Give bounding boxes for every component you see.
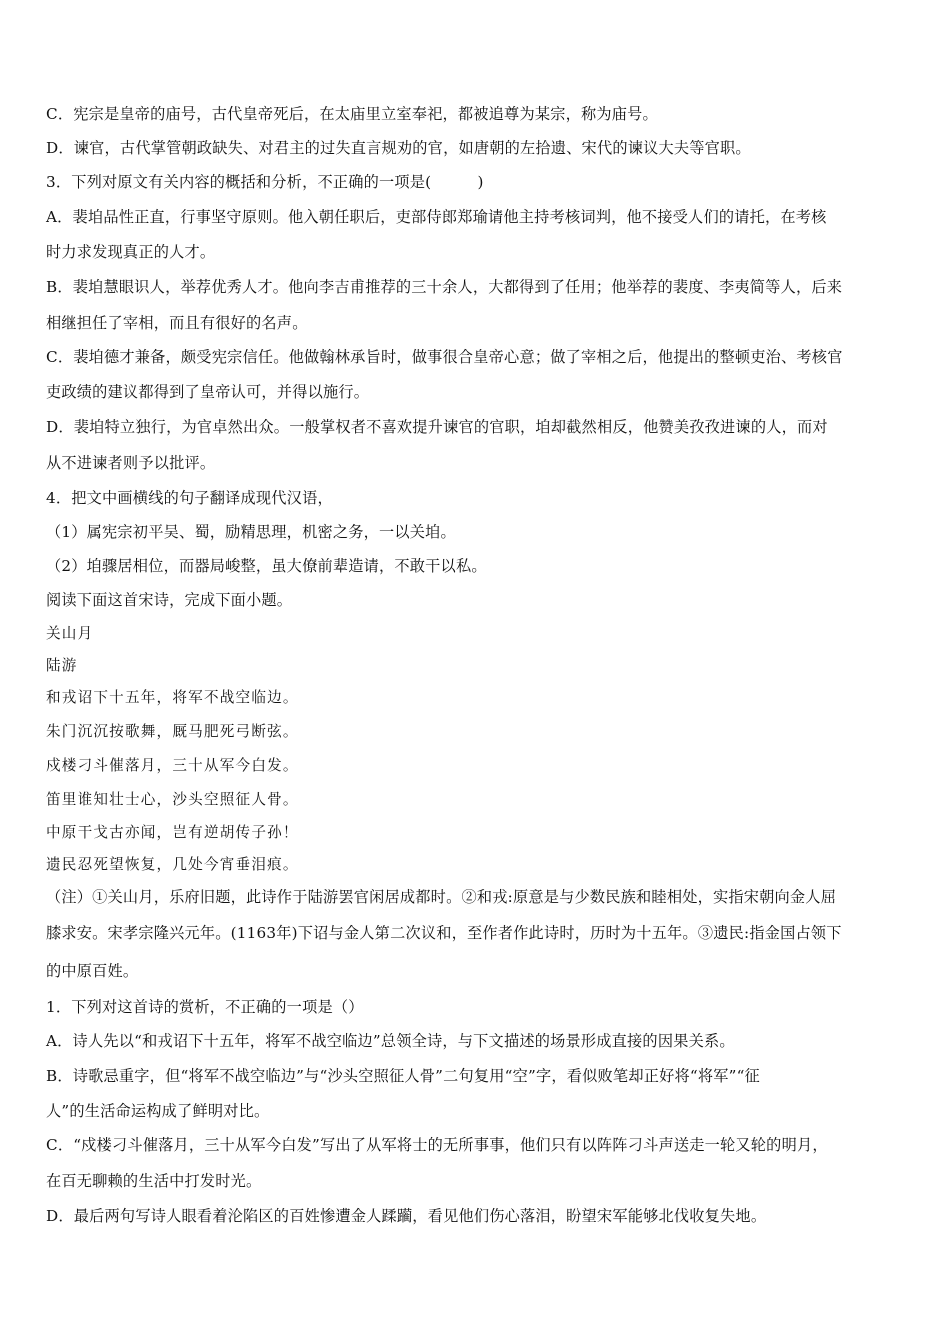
poem-q1-option-b-line-2: 人”的生活命运构成了鲜明对比。 (46, 1102, 270, 1120)
q4-sentence-2: （2）垍骤居相位，而器局峻整，虽大僚前辈造请，不敢干以私。 (46, 557, 487, 575)
option-c-temple-name: C．宪宗是皇帝的庙号，古代皇帝死后，在太庙里立室奉祀，都被追尊为某宗，称为庙号。 (46, 105, 658, 123)
poem-q1-option-c-line-1: C．“戍楼刁斗催落月，三十从军今白发”写出了从军将士的无所事事，他们只有以阵阵刁斗声送走一轮又轮的明月， (46, 1136, 828, 1154)
q3-option-b-line-1: B．裴垍慧眼识人，举荐优秀人才。他向李吉甫推荐的三十余人，大都得到了任用；他举荐的裴度、李夷简等人，后来 (46, 278, 843, 296)
q3-option-a-line-2: 时力求发现真正的人才。 (46, 243, 216, 261)
q3-option-d-line-1: D．裴垍特立独行，为官卓然出众。一般掌权者不喜欢提升谏官的官职，垍却截然相反，他赞美孜孜进谏的人，而对 (46, 418, 828, 436)
poem-line-4: 笛里谁知壮士心，沙头空照征人骨。 (46, 791, 299, 808)
poem-line-5: 中原干戈古亦闻，岂有逆胡传子孙！ (46, 824, 299, 841)
poem-q1-option-a: A．诗人先以“和戎诏下十五年，将军不战空临边”总领全诗，与下文描述的场景形成直接的因果关系。 (46, 1032, 735, 1050)
poem-q1-option-c-line-2: 在百无聊赖的生活中打发时光。 (46, 1172, 262, 1190)
question-3-stem: 3．下列对原文有关内容的概括和分析，不正确的一项是( ) (46, 173, 484, 191)
q3-option-b-line-2: 相继担任了宰相，而且有很好的名声。 (46, 314, 308, 332)
poem-line-6: 遗民忍死望恢复，几处今宵垂泪痕。 (46, 856, 299, 873)
poem-line-2: 朱门沉沉按歌舞，厩马肥死弓断弦。 (46, 723, 299, 740)
q3-option-c-line-1: C．裴垍德才兼备，颇受宪宗信任。他做翰林承旨时，做事很合皇帝心意；做了宰相之后，他提出的整顿吏治、考核官 (46, 348, 843, 366)
poem-notes-line-2: 膝求安。宋孝宗隆兴元年。(1163年)下诏与金人第二次议和，至作者作此诗时，历时为十五年。③遗民:指金国占领下 (46, 924, 842, 942)
q3-option-c-line-2: 吏政绩的建议都得到了皇帝认可，并得以施行。 (46, 383, 370, 401)
poem-line-3: 戍楼刁斗催落月，三十从军今白发。 (46, 757, 299, 774)
q4-sentence-1: （1）属宪宗初平吴、蜀，励精思理，机密之务，一以关垍。 (46, 523, 456, 541)
q3-option-d-line-2: 从不进谏者则予以批评。 (46, 454, 216, 472)
poem-line-1: 和戎诏下十五年，将军不战空临边。 (46, 689, 299, 706)
poem-question-1-stem: 1．下列对这首诗的赏析，不正确的一项是（） (46, 998, 364, 1016)
poem-q1-option-d: D．最后两句写诗人眼看着沦陷区的百姓惨遭金人蹂躏，看见他们伤心落泪，盼望宋军能够北伐收复失地。 (46, 1207, 767, 1225)
poem-author: 陆游 (46, 657, 78, 674)
poem-title: 关山月 (46, 625, 94, 642)
question-4-stem: 4．把文中画横线的句子翻译成现代汉语， (46, 489, 333, 507)
q3-option-a-line-1: A．裴垍品性正直，行事坚守原则。他入朝任职后，吏部侍郎郑瑜请他主持考核词判，他不接受人们的请托，在考核 (46, 208, 827, 226)
poem-notes-line-3: 的中原百姓。 (46, 962, 139, 980)
reading-instruction: 阅读下面这首宋诗，完成下面小题。 (46, 591, 293, 609)
poem-q1-option-b-line-1: B．诗歌忌重字，但“将军不战空临边”与“沙头空照征人骨”二句复用“空”字，看似败笔却正好将“将军”“征 (46, 1067, 760, 1085)
option-d-remonstrance-official: D．谏官，古代掌管朝政缺失、对君主的过失直言规劝的官，如唐朝的左拾遗、宋代的谏议大夫等官职。 (46, 139, 751, 157)
poem-notes-line-1: （注）①关山月，乐府旧题，此诗作于陆游罢官闲居成都时。②和戎:原意是与少数民族和睦相处，实指宋朝向金人屈 (46, 888, 837, 906)
